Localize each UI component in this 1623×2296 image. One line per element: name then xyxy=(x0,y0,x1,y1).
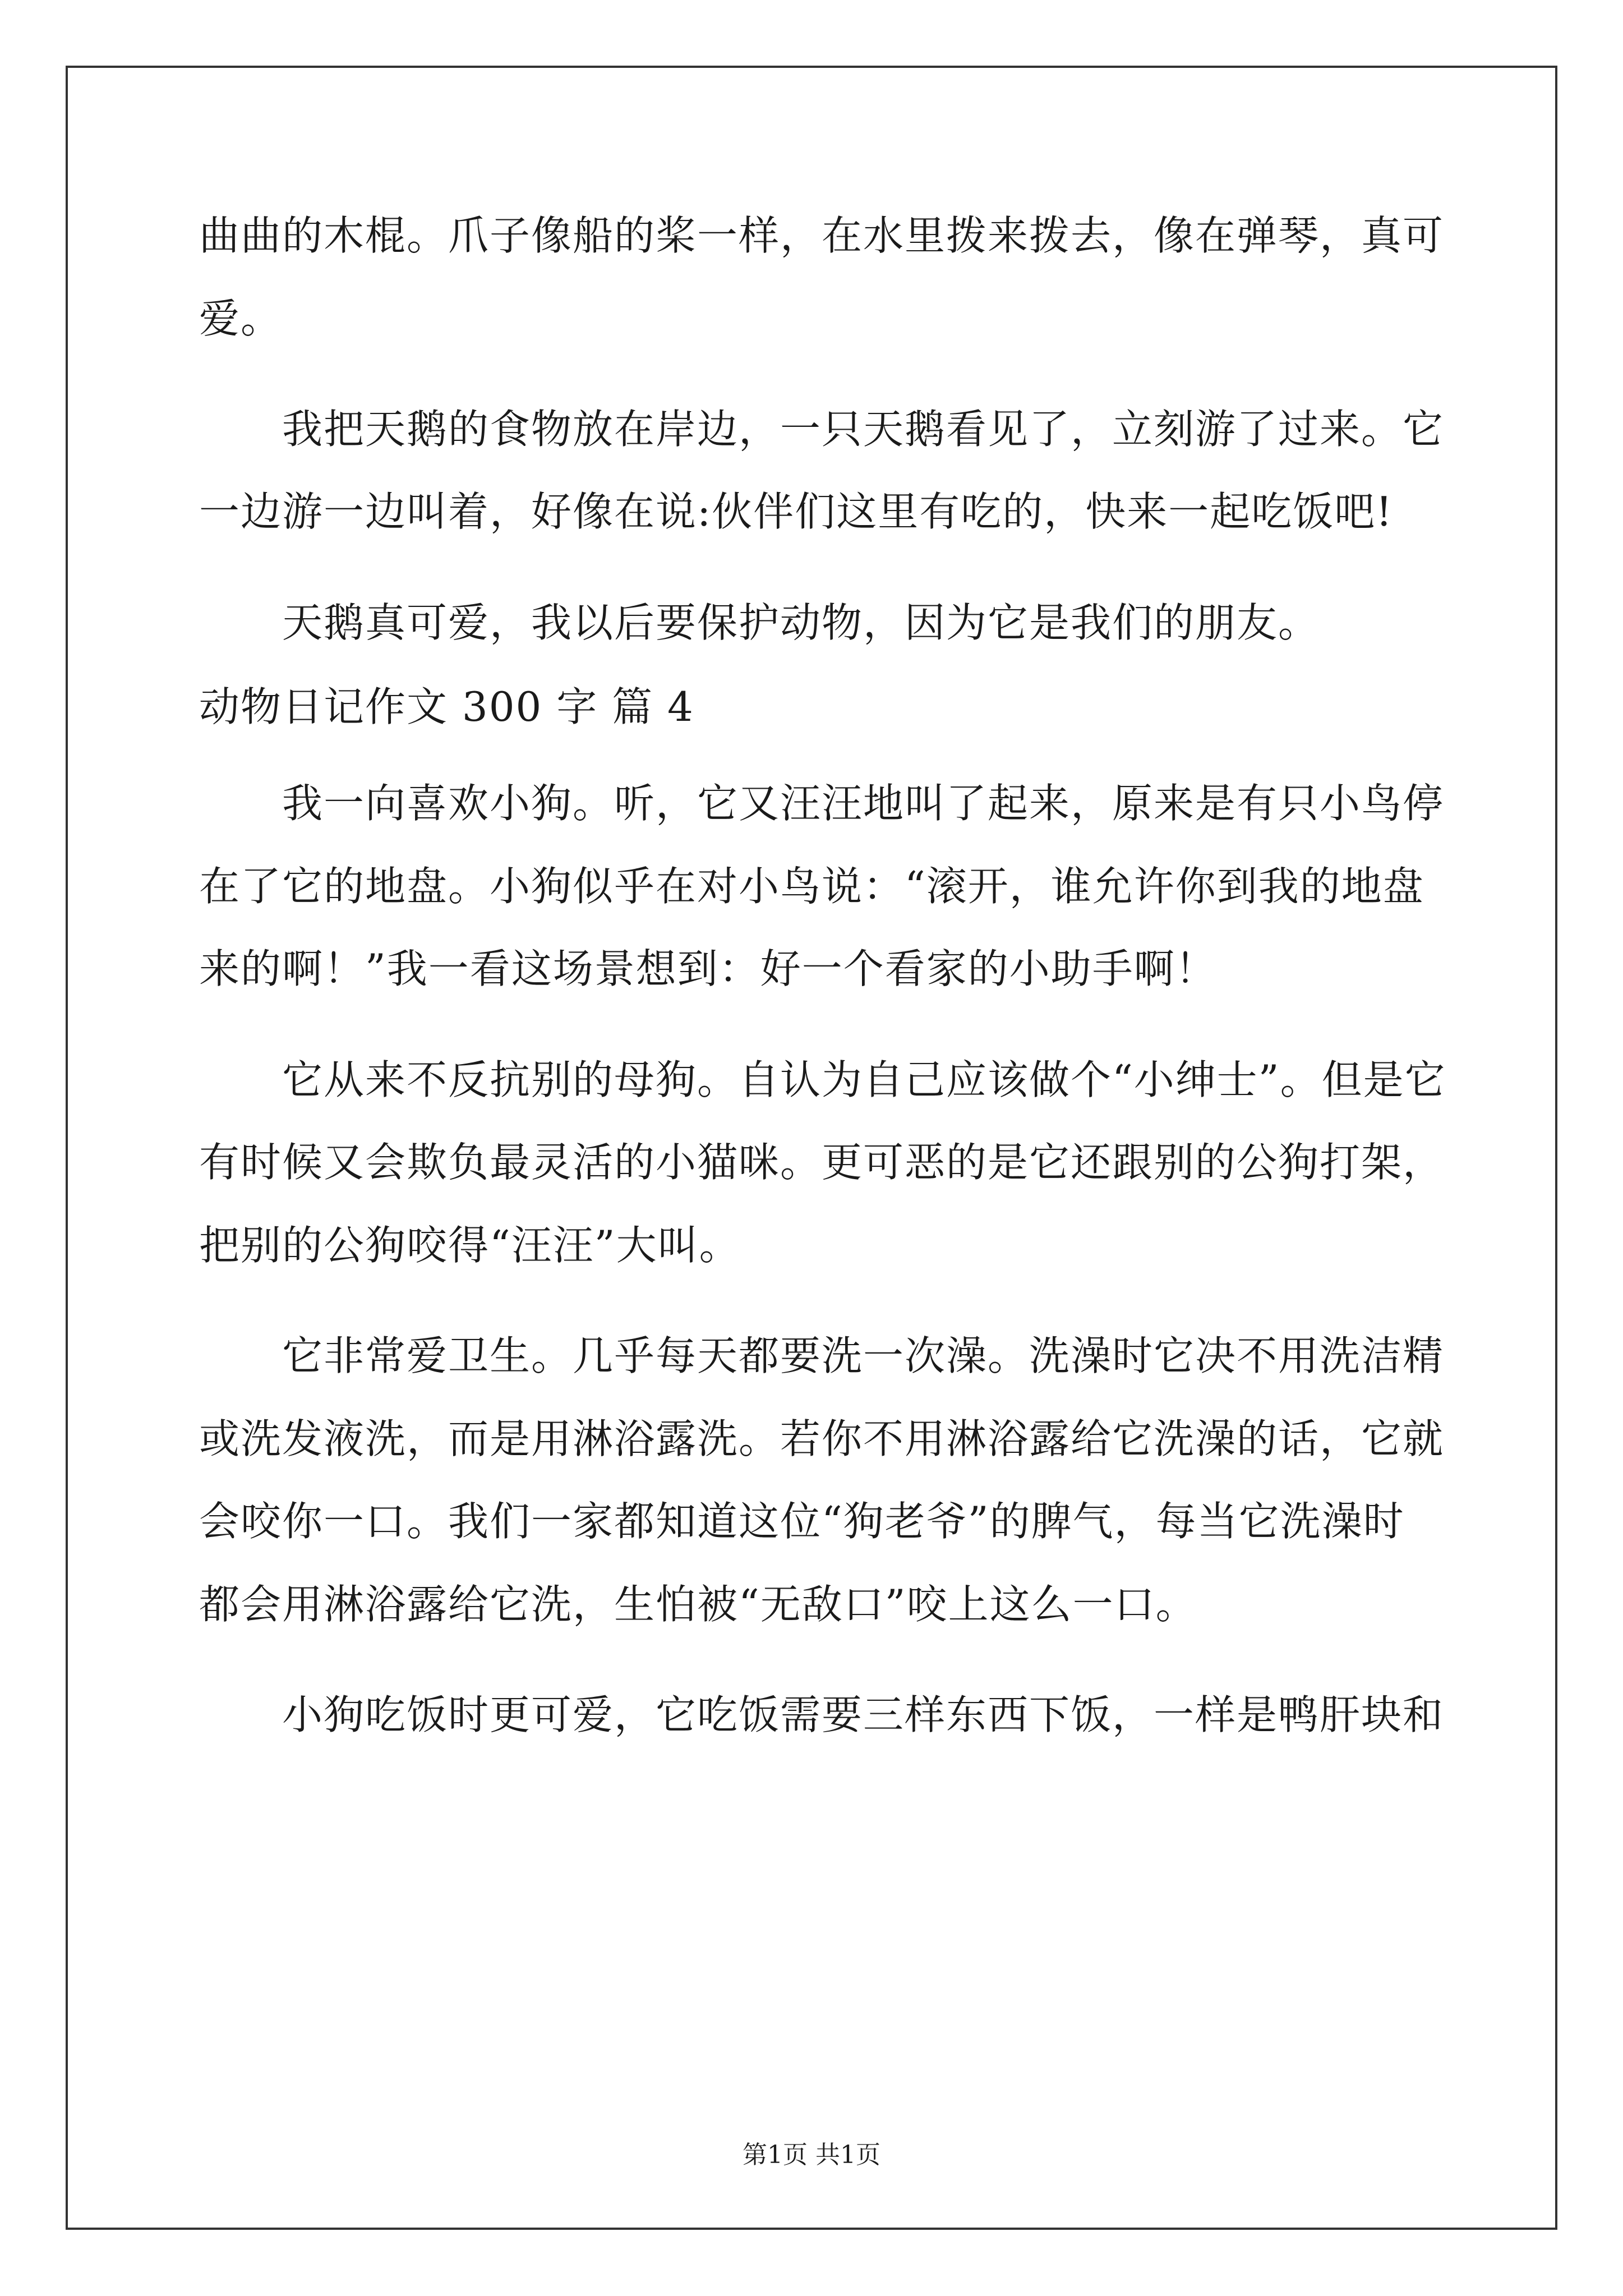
text-line: 会咬你一口。我们一家都知道这位“狗老爷”的脾气，每当它洗澡时 xyxy=(199,1498,1405,1545)
paragraph-start: 天鹅真可爱，我以后要保护动物，因为它是我们的朋友。 xyxy=(282,599,1320,646)
text-line: 在了它的地盘。小狗似乎在对小鸟说：“滚开，谁允许你到我的地盘 xyxy=(199,863,1424,910)
text-line: 曲曲的木棍。爪子像船的桨一样，在水里拨来拨去，像在弹琴，真可 xyxy=(199,212,1445,259)
paragraph-start: 它从来不反抗别的母狗。自认为自己应该做个“小绅士”。但是它 xyxy=(282,1056,1446,1103)
text-line: 来的啊！”我一看这场景想到：好一个看家的小助手啊！ xyxy=(199,945,1217,992)
paragraph-start: 它非常爱卫生。几乎每天都要洗一次澡。洗澡时它决不用洗洁精 xyxy=(282,1332,1445,1379)
paragraph-start: 小狗吃饭时更可爱，它吃饭需要三样东西下饭，一样是鸭肝块和 xyxy=(282,1691,1445,1738)
paragraph-start: 我一向喜欢小狗。听，它又汪汪地叫了起来，原来是有只小鸟停 xyxy=(282,780,1445,827)
section-heading: 动物日记作文 300 字 篇 4 xyxy=(199,683,694,730)
text-line: 一边游一边叫着，好像在说:伙伴们这里有吃的，快来一起吃饭吧! xyxy=(199,488,1394,535)
text-line: 或洗发液洗，而是用淋浴露洗。若你不用淋浴露给它洗澡的话，它就 xyxy=(199,1415,1445,1462)
text-line: 爱。 xyxy=(199,295,283,342)
page-footer: 第1页 共1页 xyxy=(743,2141,880,2169)
paragraph-start: 我把天鹅的食物放在岸边，一只天鹅看见了，立刻游了过来。它 xyxy=(282,406,1445,453)
text-line: 把别的公狗咬得“汪汪”大叫。 xyxy=(199,1222,741,1269)
text-line: 有时候又会欺负最灵活的小猫咪。更可恶的是它还跟别的公狗打架， xyxy=(199,1139,1445,1186)
text-line: 都会用淋浴露给它洗，生怕被“无敌口”咬上这么一口。 xyxy=(199,1581,1197,1628)
